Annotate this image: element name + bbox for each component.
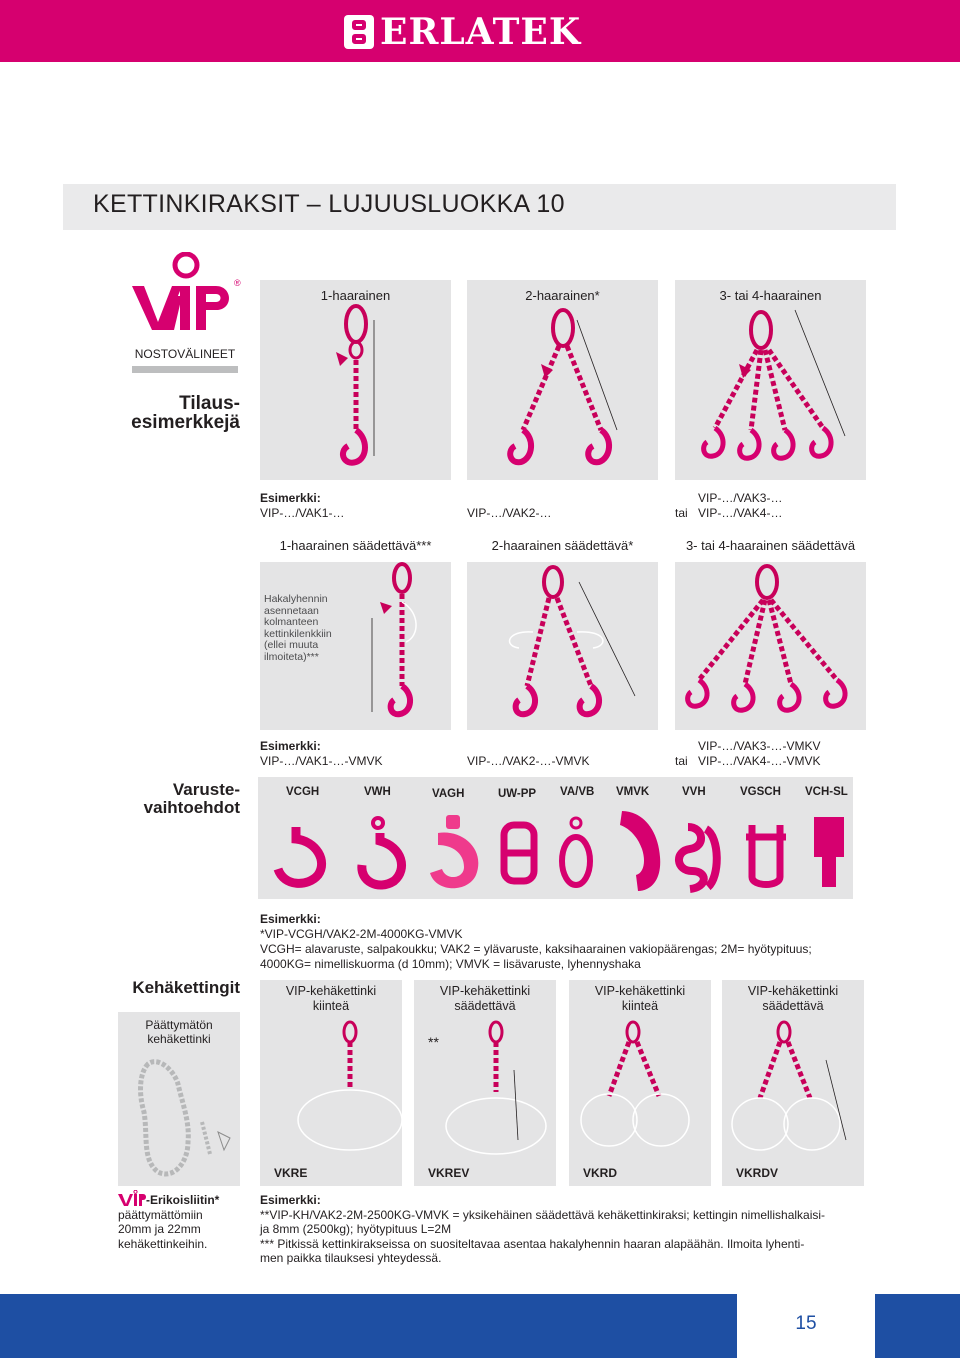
row-title: 1-haarainen säädettävä***: [279, 538, 432, 553]
panel-title: Päättymätön kehäkettinki: [145, 1018, 213, 1046]
example-code: VIP-…/VAK4-…-VMVK: [698, 754, 821, 768]
product-panel-4leg: [675, 280, 866, 480]
section-label-tilaus: Tilaus- esimerkkejä: [131, 393, 240, 433]
connector-icon: [504, 825, 534, 881]
chain-link-icon: [344, 15, 374, 49]
panel-title: 1-haarainen: [320, 288, 391, 303]
accessory-code: VA/VB: [560, 786, 595, 798]
shackle-icon: [746, 825, 786, 885]
ring-chain-panel-vkrev: [414, 980, 556, 1186]
section-label-keha: Kehäkettingit: [132, 978, 240, 997]
example-code: **VIP-KH/VAK2-2M-2500KG-VMVK = yksikehäinen säädettävä kehäkettinkiraksi; kettingin nimellishalkaisi-: [260, 1207, 826, 1222]
example-code: VIP-…/VAK1-…-VMVK: [260, 754, 383, 768]
example-label: Esimerkki:: [260, 739, 321, 753]
product-panel-1leg: [260, 280, 451, 480]
shortener-note: Hakalyhennin asennetaan kolmanteen kettinkilenkkiin (ellei muuta ilmoiteta)***: [264, 593, 332, 663]
page-title: KETTINKIRAKSIT – LUJUUSLUOKKA 10: [93, 190, 565, 218]
product-panel-2leg-adjustable: [467, 562, 658, 730]
accessory-code: VMVK: [616, 786, 650, 798]
example-label: Esimerkki:: [260, 1193, 321, 1207]
example-label: Esimerkki:: [260, 912, 321, 926]
ring-chain-illustration: [414, 980, 556, 1186]
accessory-code: VCH-SL: [805, 786, 848, 798]
example-or: tai: [675, 506, 688, 520]
example-code: VIP-…/VAK3-…: [698, 491, 783, 505]
chain-4leg-adjustable-illustration: [675, 562, 866, 730]
brand: [344, 11, 582, 53]
header-bar: [0, 0, 960, 62]
section-label-varuste: Varuste- vaihtoehdot: [143, 780, 240, 817]
panel-title: VIP-kehäkettinki säädettävä: [747, 984, 839, 1013]
page-number-box: [737, 1294, 875, 1358]
master-link-icon: [562, 818, 590, 885]
chain-4leg-illustration: [675, 280, 866, 480]
panel-title: VIP-kehäkettinki kiinteä: [285, 984, 377, 1013]
example-explanation: ja 8mm (2500kg); hyötypituus L=2M: [260, 1222, 452, 1236]
ring-code: VKREV: [428, 1166, 470, 1180]
accessory-example: [260, 912, 880, 972]
product-panel-2leg: [467, 280, 658, 480]
panel-title: 2-haarainen*: [525, 288, 600, 303]
example-note: men paikka tilauksesi yhteydessä.: [260, 1251, 442, 1265]
example-code: VIP-…/VAK2-…-VMVK: [467, 754, 590, 768]
locking-hook-icon: [430, 815, 478, 888]
accessory-strip: [258, 777, 853, 899]
registered-mark: ®: [234, 278, 241, 288]
accessory-illustrations: [258, 777, 853, 899]
product-panel-4leg-adjustable: [675, 562, 866, 730]
title-bar: [63, 184, 896, 230]
panel-title: VIP-kehäkettinki säädettävä: [439, 984, 531, 1013]
clevis-hook-icon: [814, 817, 844, 887]
example-code: *VIP-VCGH/VAK2-2M-4000KG-VMVK: [260, 927, 463, 941]
open-hook-icon: [362, 818, 402, 885]
ring-chain-panel-vkre: [260, 980, 402, 1186]
example-label: Esimerkki:: [260, 491, 321, 505]
vip-mini-logo: [118, 1190, 146, 1206]
example-code: VIP-…/VAK2-…: [467, 506, 552, 520]
example-explanation: 4000KG= nimelliskuorma (d 10mm); VMVK = lisävaruste, lyhennyshaka: [260, 957, 641, 971]
ring-chain-illustration: [260, 980, 402, 1186]
footer-bar: [0, 1294, 960, 1358]
accessory-code: VAGH: [432, 788, 465, 800]
ring-code: VKRDV: [736, 1166, 779, 1180]
ring-chain-panel-vkrd: [569, 980, 711, 1186]
ring-code: VKRE: [274, 1166, 308, 1180]
ring-code: VKRD: [583, 1166, 618, 1180]
example-or: tai: [675, 754, 688, 768]
page-number: 15: [795, 1313, 817, 1334]
safety-hook-icon: [278, 827, 322, 883]
example-code: VIP-…/VAK1-…: [260, 506, 345, 520]
footer-example: [260, 1193, 870, 1266]
accessory-code: VGSCH: [740, 786, 781, 798]
shortener-icon: [620, 811, 660, 891]
panel-title: 3- tai 4-haarainen: [719, 288, 822, 303]
row-title: 2-haarainen säädettävä*: [491, 538, 634, 553]
row-title: 3- tai 4-haarainen säädettävä: [685, 538, 856, 553]
example-explanation: VCGH= alavaruste, salpakoukku; VAK2 = ylävaruste, kaksihaarainen vakiopäärengas; 2M= hyötypituus;: [260, 942, 812, 956]
example-code: VIP-…/VAK3-…-VMKV: [698, 739, 821, 753]
chain-1leg-illustration: [260, 280, 451, 480]
endless-chain-illustration: [118, 1012, 240, 1186]
ring-chain-illustration: [569, 980, 711, 1186]
special-connector-note: -Erikoisliitin* päättymättömiin 20mm ja 22mm kehäkettinkeihin.: [118, 1190, 248, 1251]
example-note: *** Pitkissä kettinkirakseissa on suositeltavaa asentaa hakalyhennin haaran alapäähän. Ilmoita lyhenti-: [260, 1236, 805, 1251]
chain-2leg-adjustable-illustration: [467, 562, 658, 730]
vip-logo: [130, 252, 242, 336]
accessory-code: UW-PP: [498, 788, 537, 800]
chain-2leg-illustration: [467, 280, 658, 480]
accessory-code: VWH: [364, 786, 391, 798]
brand-name: ERLATEK: [380, 11, 582, 53]
ring-chain-panel-vkrdv: [722, 980, 864, 1186]
footnote-mark: **: [428, 1034, 439, 1050]
accessory-code: VVH: [682, 786, 706, 798]
category-label: NOSTOVÄLINEET: [134, 347, 236, 361]
category-rule: [132, 366, 238, 373]
endless-chain-panel: [118, 1012, 240, 1186]
panel-title: VIP-kehäkettinki kiinteä: [594, 984, 686, 1013]
eye-hook-icon: [679, 827, 717, 889]
example-code: VIP-…/VAK4-…: [698, 506, 783, 520]
accessory-code: VCGH: [286, 786, 320, 798]
ring-chain-illustration: [722, 980, 864, 1186]
